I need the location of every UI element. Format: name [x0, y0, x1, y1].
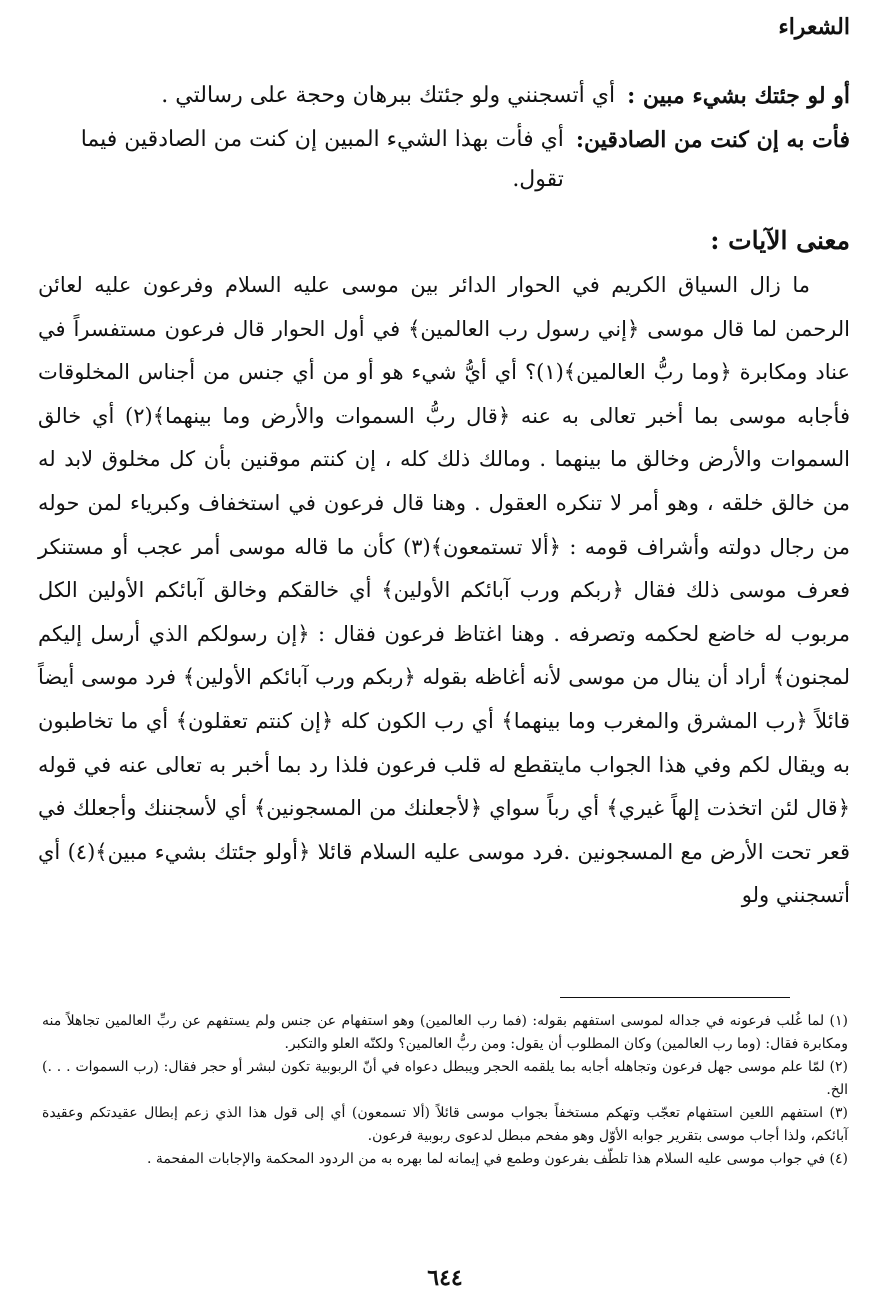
footnotes [42, 1010, 848, 1171]
footnote-2: (٢) لمّا علم موسى جهل فرعون وتجاهله أجابه بما يلقمه الحجر ويبطل دعواه في أنّ الربوبية تكون لبشر أو حجر فقال: (رب السموات . . .) الخ. [42, 1059, 848, 1098]
glossary-entry-2 [50, 120, 850, 200]
running-header: الشعراء [778, 14, 850, 40]
footnote-1: (١) لما غُلب فرعونه في جداله لموسى استفهم بقوله: (فما رب العالمين) وهو استفهام عن جنس ولم يستفهم عن ربِّ العالمين تجاهلاً منه ومكابرة فقال: (وما رب العالمين) وكان المطلوب أن يقول: ومن ربُّ العالمين؟ ولكنّه العلو والتكبر. [42, 1013, 848, 1052]
glossary-definition: أي فأت بهذا الشيء المبين إن كنت من الصادقين فيما تقول. [80, 127, 564, 192]
main-text [38, 264, 850, 918]
section-heading: معنى الآيات : [710, 226, 850, 255]
glossary-definition: أي أتسجنني ولو جئتك ببرهان وحجة على رسالتي . [161, 83, 616, 108]
glossary-term: فأت به إن كنت من الصادقين: [575, 127, 850, 153]
body-paragraph: ما زال السياق الكريم في الحوار الدائر بين موسى عليه السلام وفرعون عليه لعائن الرحمن لما قال موسى ﴿إني رسول رب العالمين﴾ في أول الحوار قال فرعون مستفسراً في عناد ومكابرة ﴿وما ربُّ العالمين﴾(١)؟ أي أيُّ شيء هو أو من أي جنس من أجناس المخلوقات فأجابه موسى بما أخبر تعالى به عنه ﴿قال ربُّ السموات والأرض وما بينهما﴾(٢) أي خالق السموات والأرض وخالق ما بينهما . ومالك ذلك كله ، إن كنتم موقنين بأن كل مخلوق لابد له من خالق خلقه ، وهو أمر لا تنكره العقول . وهنا قال فرعون في استخفاف وكبرياء لمن حوله من رجال دولته وأشراف قومه : ﴿ألا تستمعون﴾(٣) كأن ما قاله موسى أمر عجب أو مستنكر فعرف موسى ذلك فقال ﴿ربكم ورب آبائكم الأولين﴾ أي خالقكم وخالق آبائكم الأولين الكل مربوب له خاضع لحكمه وتصرفه . وهنا اغتاظ فرعون فقال : ﴿إن رسولكم الذي أرسل إليكم لمجنون﴾ أراد أن ينال من موسى لأنه أغاظه بقوله ﴿ربكم ورب آبائكم الأولين﴾ فرد موسى أيضاً قائلاً ﴿رب المشرق والمغرب وما بينهما﴾ أي رب الكون كله ﴿إن كنتم تعقلون﴾ أي ما تخاطبون به ويقال لكم وفي هذا الجواب مايتقطع له قلب فرعون فلذا رد بما أخبر به تعالى عنه في قوله ﴿قال لئن اتخذت إلهاً غيري﴾ أي رباً سواي ﴿لأجعلنك من المسجونين﴾ أي لأسجننك وأجعلك في قعر تحت الأرض مع المسجونين .فرد موسى عليه السلام قائلا ﴿أولو جئتك بشيء مبين﴾(٤) أي أتسجنني ولو [38, 273, 851, 908]
glossary-term: أو لو جئتك بشيء مبين : [627, 83, 850, 109]
footnote-3: (٣) استفهم اللعين استفهام تعجّب وتهكم مستخفاً بجواب موسى قائلاً (ألا تسمعون) أي إلى قول هذا الذي زعم إبطال عقيدتكم وعقيدة آبائكم، ولذا أجاب موسى بتقرير جوابه الأوّل وهو مفحم مبطل لدعوى ربوبية فرعون. [42, 1105, 848, 1144]
footnote-4: (٤) في جواب موسى عليه السلام هذا تلطّف بفرعون وطمع في إيمانه لما بهره به من الردود المحكمة والإجابات المفحمة . [147, 1151, 848, 1167]
footnote-separator [560, 997, 790, 998]
page-number: ٦٤٤ [427, 1265, 463, 1291]
glossary-entry-1 [50, 76, 850, 116]
